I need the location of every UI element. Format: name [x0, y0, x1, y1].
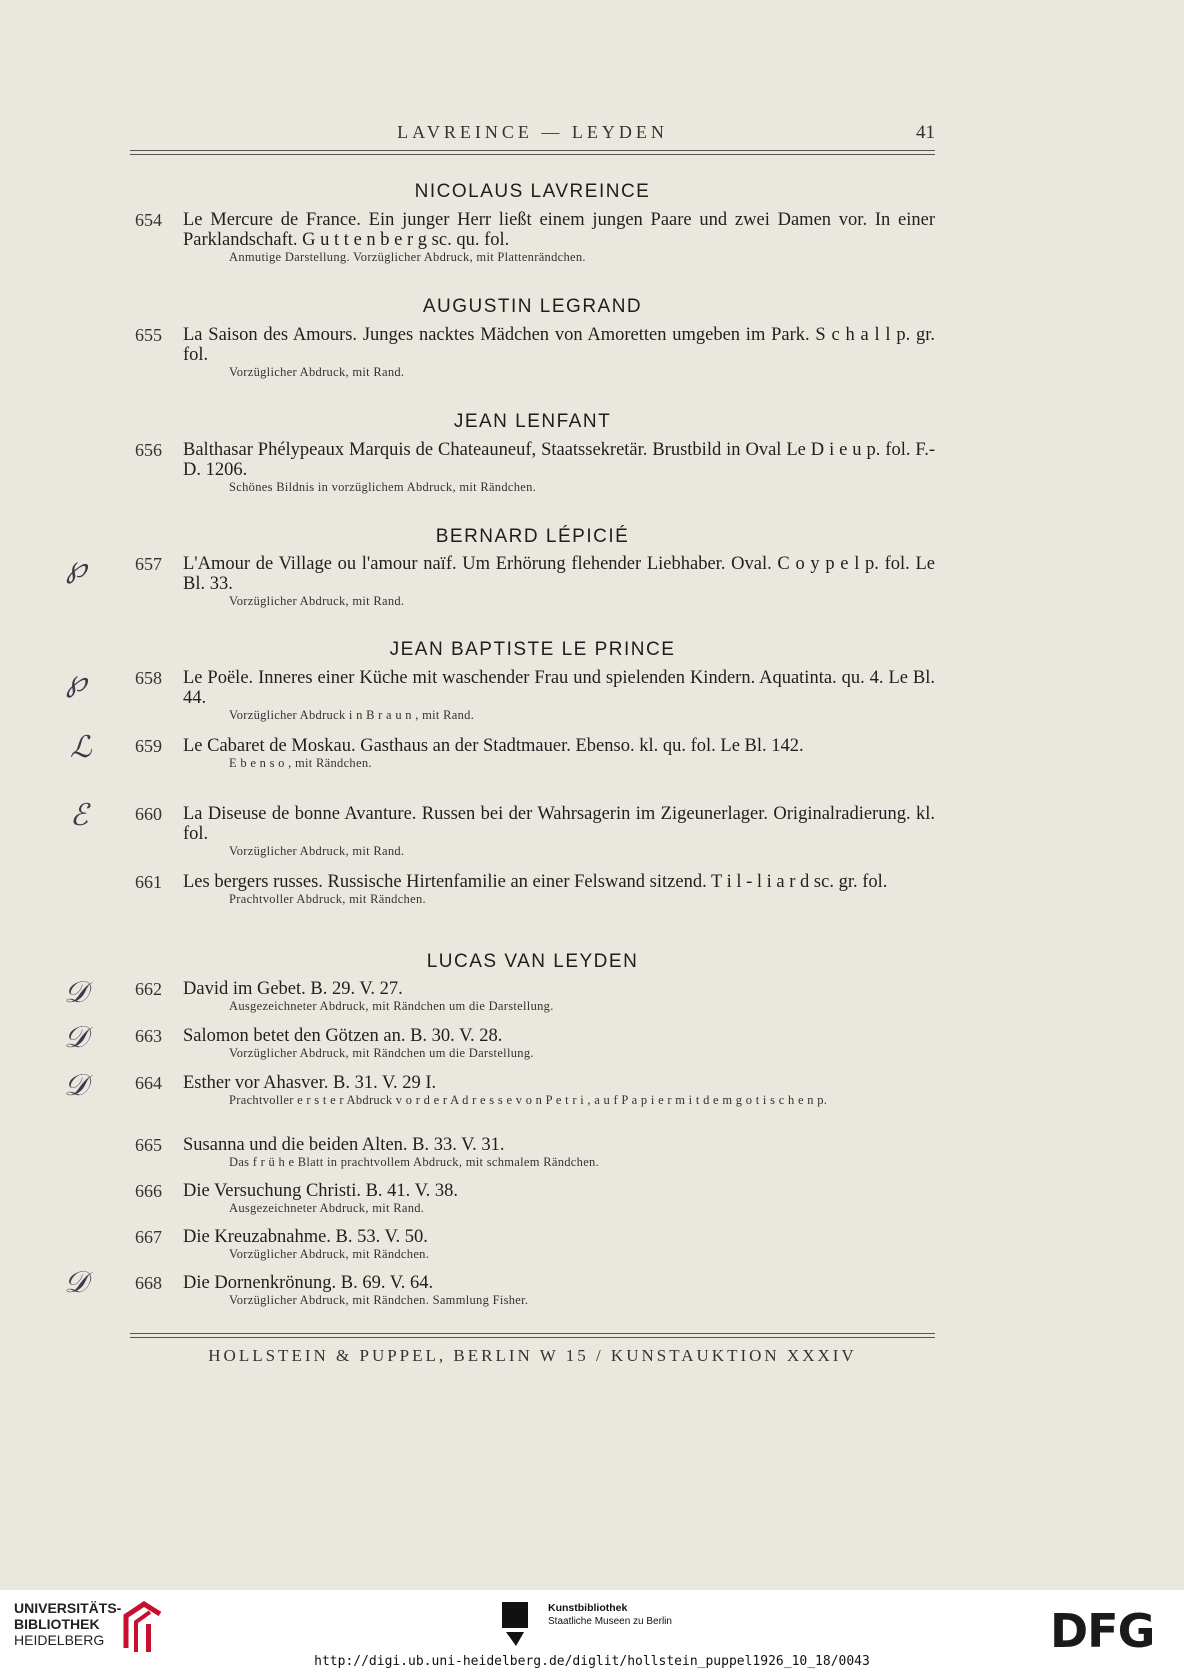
entry-text: [183, 554, 935, 609]
entry-text: [183, 668, 935, 723]
entry-note: Vorzüglicher Abdruck, mit Rändchen.: [229, 1247, 430, 1261]
entry-number: 660: [135, 804, 162, 824]
entry-note: Vorzüglicher Abdruck, mit Rand.: [229, 365, 405, 379]
handwritten-mark: ℰ: [70, 798, 89, 833]
permalink-url[interactable]: http://digi.ub.uni-heidelberg.de/diglit/hollstein_puppel1926_10_18/0043: [314, 1654, 870, 1669]
entry-note: Prachtvoller e r s t e r Abdruck v o r d e r A d r e s s e v o n P e t r i , a u f P a p i e r m i t d e m g o t i s c h e n p.: [229, 1093, 828, 1107]
footer-rule: [130, 1333, 935, 1338]
entry-number: 665: [135, 1135, 162, 1155]
entry-note: Ausgezeichneter Abdruck, mit Rand.: [229, 1201, 425, 1215]
kunstbibliothek-logo-icon: [502, 1602, 542, 1648]
entry-text: [183, 1026, 935, 1061]
entry-number: 656: [135, 440, 162, 460]
entry-text: [183, 736, 935, 771]
section-heading: AUGUSTIN LEGRAND: [422, 296, 643, 317]
entry-description: Susanna und die beiden Alten. B. 33. V. 31.: [183, 1135, 505, 1155]
handwritten-mark: 𝒟: [64, 1265, 88, 1300]
entry-note: Vorzüglicher Abdruck i n B r a u n , mit Rand.: [229, 708, 475, 722]
library-line: HEIDELBERG: [14, 1632, 105, 1648]
publisher-imprint: HOLLSTEIN & PUPPEL, BERLIN W 15 / KUNSTAUKTION XXXIV: [208, 1346, 857, 1365]
entry-note: Vorzüglicher Abdruck, mit Rändchen um die Darstellung.: [229, 1046, 534, 1060]
entry-description: Les bergers russes. Russische Hirtenfamilie an einer Felswand sitzend. T i l - l i a r d sc. gr. fol.: [183, 872, 888, 892]
section-heading: JEAN BAPTISTE LE PRINCE: [389, 639, 676, 660]
entry-note: Anmutige Darstellung. Vorzüglicher Abdruck, mit Plattenrändchen.: [229, 250, 586, 264]
entry-text: [183, 210, 935, 265]
entry-description: Die Versuchung Christi. B. 41. V. 38.: [183, 1181, 458, 1201]
entry-text: [183, 872, 935, 907]
entry-description: L'Amour de Village ou l'amour naïf. Um Erhörung flehender Liebhaber. Oval. C o y p e l p. fol. Le Bl. 33.: [183, 554, 935, 594]
entry-note: Vorzüglicher Abdruck, mit Rand.: [229, 594, 405, 608]
handwritten-mark: ℒ: [70, 730, 92, 765]
entry-text: [183, 440, 935, 495]
entry-text: [183, 1073, 935, 1108]
entry-note: Schönes Bildnis in vorzüglichem Abdruck, mit Rändchen.: [229, 480, 537, 494]
library-line: BIBLIOTHEK: [14, 1616, 100, 1632]
entry-description: La Diseuse de bonne Avanture. Russen bei der Wahrsagerin im Zigeunerlager. Originalradierung. kl. fol.: [183, 804, 935, 844]
entry-note: Ausgezeichneter Abdruck, mit Rändchen um die Darstellung.: [229, 999, 554, 1013]
page-number: 41: [916, 122, 935, 143]
handwritten-mark: ℘: [66, 664, 87, 699]
entry-description: La Saison des Amours. Junges nacktes Mädchen von Amoretten umgeben im Park. S c h a l l p. gr. fol.: [183, 325, 935, 365]
entry-number: 667: [135, 1227, 162, 1247]
entry-description: Le Cabaret de Moskau. Gasthaus an der Stadtmauer. Ebenso. kl. qu. fol. Le Bl. 142.: [183, 736, 804, 756]
entry-note: Prachtvoller Abdruck, mit Rändchen.: [229, 892, 426, 906]
entry-description: Die Kreuzabnahme. B. 53. V. 50.: [183, 1227, 428, 1247]
entry-number: 661: [135, 872, 162, 892]
section-heading: NICOLAUS LAVREINCE: [414, 181, 651, 202]
entry-description: Balthasar Phélypeaux Marquis de Chateauneuf, Staatssekretär. Brustbild in Oval Le D i e u p. fol. F.-D. 1206.: [183, 440, 935, 480]
entry-note: E b e n s o , mit Rändchen.: [229, 756, 372, 770]
entry-description: David im Gebet. B. 29. V. 27.: [183, 979, 403, 999]
running-head: LAVREINCE — LEYDEN: [397, 122, 668, 142]
dfg-logo: DFG: [1050, 1604, 1155, 1658]
entry-description: Le Mercure de France. Ein junger Herr ließt einem jungen Paare und zwei Damen vor. In einer Parklandschaft. G u t t e n b e r g sc. qu. fol.: [183, 210, 935, 250]
handwritten-mark: 𝒟: [64, 1068, 88, 1103]
entry-number: 654: [135, 210, 162, 230]
section-heading: BERNARD LÉPICIÉ: [435, 526, 630, 547]
entry-text: [183, 979, 935, 1014]
entry-number: 659: [135, 736, 162, 756]
entry-number: 668: [135, 1273, 162, 1293]
handwritten-mark: 𝒟: [64, 975, 88, 1010]
entry-description: Esther vor Ahasver. B. 31. V. 29 I.: [183, 1073, 437, 1093]
entry-note: Das f r ü h e Blatt in prachtvollem Abdruck, mit schmalem Rändchen.: [229, 1155, 600, 1169]
entry-description: Die Dornenkrönung. B. 69. V. 64.: [183, 1273, 434, 1293]
entry-number: 658: [135, 668, 162, 688]
entry-text: [183, 804, 935, 859]
entry-text: [183, 325, 935, 380]
library-line: UNIVERSITÄTS-: [14, 1600, 122, 1616]
entry-number: 664: [135, 1073, 162, 1093]
digitization-banner: [0, 1590, 1184, 1673]
kunstbibliothek-name: [548, 1602, 672, 1628]
kb-title: Kunstbibliothek: [548, 1602, 628, 1614]
handwritten-mark: 𝒟: [64, 1020, 88, 1055]
entry-note: Vorzüglicher Abdruck, mit Rändchen. Sammlung Fisher.: [229, 1293, 529, 1307]
entry-description: Le Poële. Inneres einer Küche mit waschender Frau und spielenden Kindern. Aquatinta. qu. 4. Le Bl. 44.: [183, 668, 935, 708]
kb-subtitle: Staatliche Museen zu Berlin: [548, 1616, 672, 1627]
entry-text: [183, 1135, 935, 1170]
page-header: [130, 122, 935, 144]
header-rule: [130, 150, 935, 155]
section-heading: JEAN LENFANT: [453, 411, 612, 432]
entry-note: Vorzüglicher Abdruck, mit Rand.: [229, 844, 405, 858]
section-heading: LUCAS VAN LEYDEN: [426, 951, 639, 972]
handwritten-mark: ℘: [66, 550, 87, 585]
entry-text: [183, 1227, 935, 1262]
entry-number: 666: [135, 1181, 162, 1201]
entry-text: [183, 1273, 935, 1308]
entry-description: Salomon betet den Götzen an. B. 30. V. 28.: [183, 1026, 503, 1046]
entry-number: 655: [135, 325, 162, 345]
university-library-name: [14, 1600, 121, 1648]
entry-number: 657: [135, 554, 162, 574]
entry-number: 663: [135, 1026, 162, 1046]
entry-number: 662: [135, 979, 162, 999]
entry-text: [183, 1181, 935, 1216]
university-library-logo-icon: [120, 1598, 166, 1656]
